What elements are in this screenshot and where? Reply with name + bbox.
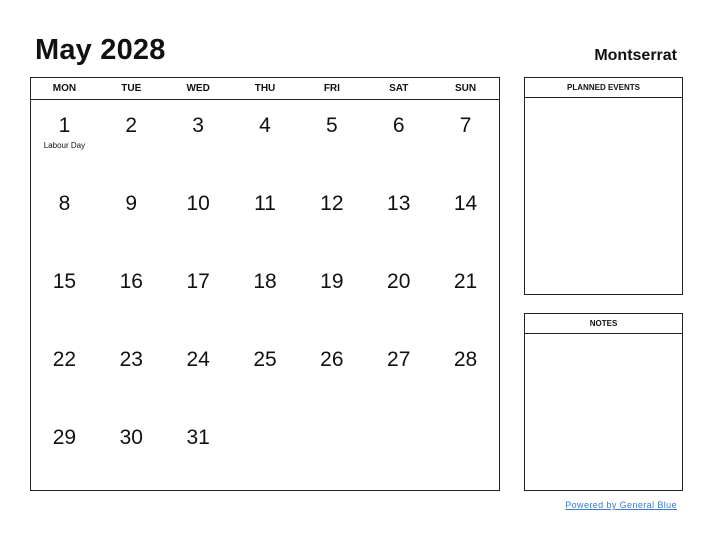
day-cell (165, 178, 232, 256)
calendar-grid (30, 77, 500, 491)
day-cell (432, 256, 499, 334)
day-cell (365, 100, 432, 178)
weekday-label-wed: WED (186, 83, 210, 94)
page-title: May 2028 (35, 34, 166, 66)
weekday-header-row (31, 78, 499, 100)
day-number: 4 (259, 114, 271, 137)
day-cell (298, 178, 365, 256)
day-number: 20 (387, 270, 411, 293)
day-cell (31, 178, 98, 256)
notes-panel (524, 313, 683, 491)
day-number: 5 (326, 114, 338, 137)
day-number: 27 (387, 348, 411, 371)
day-cell (232, 256, 299, 334)
day-cell (232, 412, 299, 490)
day-number: 11 (254, 192, 276, 215)
day-cell (232, 334, 299, 412)
weekday-label-mon: MON (52, 83, 77, 94)
day-cell (165, 412, 232, 490)
day-number: 19 (320, 270, 344, 293)
day-cell (31, 334, 98, 412)
day-cell (232, 100, 299, 178)
day-cell (365, 256, 432, 334)
day-number: 7 (459, 114, 472, 137)
weekday-label-fri: FRI (323, 83, 340, 94)
day-cell (165, 334, 232, 412)
day-number: 3 (192, 114, 204, 137)
powered-by-link[interactable]: Powered by General Blue (565, 500, 677, 510)
day-number: 17 (186, 270, 210, 293)
day-number: 21 (453, 270, 478, 293)
day-cell (365, 178, 432, 256)
day-cell (31, 100, 98, 178)
day-cell (98, 412, 165, 490)
day-number: 26 (320, 348, 344, 371)
day-cell (298, 334, 365, 412)
day-cell (98, 178, 165, 256)
weekday-label-thu: THU (254, 83, 276, 94)
day-cell (98, 334, 165, 412)
calendar-body (31, 100, 499, 490)
day-number (365, 412, 432, 426)
day-number (232, 412, 299, 426)
day-cell (298, 256, 365, 334)
day-number: 6 (392, 114, 405, 137)
day-number: 1 (58, 114, 71, 137)
weekday-label-tue: TUE (121, 83, 142, 94)
day-cell (432, 100, 499, 178)
day-number: 28 (453, 348, 478, 371)
day-cell (298, 100, 365, 178)
day-cell (165, 256, 232, 334)
day-number: 25 (253, 348, 277, 371)
day-number: 12 (320, 192, 344, 215)
day-cell (98, 100, 165, 178)
weekday-label-sat: SAT (389, 83, 409, 94)
day-cell (165, 100, 232, 178)
country-name: Montserrat (594, 47, 677, 64)
day-number: 16 (119, 270, 143, 293)
day-number (432, 412, 499, 426)
day-cell (298, 412, 365, 490)
weekday-label-sun: SUN (455, 83, 477, 94)
day-number: 13 (387, 192, 411, 215)
day-number: 14 (453, 192, 478, 215)
notes-title: NOTES (525, 314, 682, 334)
day-number: 18 (253, 270, 277, 293)
day-number: 29 (52, 426, 77, 449)
day-number: 8 (58, 192, 71, 215)
day-number: 30 (119, 426, 143, 449)
day-number: 9 (125, 192, 138, 215)
day-cell (365, 334, 432, 412)
day-number: 24 (186, 348, 210, 371)
planned-events-panel (524, 77, 683, 295)
day-number: 15 (52, 270, 77, 293)
day-number: 22 (52, 348, 77, 371)
day-cell (365, 412, 432, 490)
day-number (298, 412, 365, 426)
day-number: 10 (186, 192, 210, 215)
day-cell (98, 256, 165, 334)
day-number: 31 (186, 426, 210, 449)
day-number: 23 (119, 348, 143, 371)
day-cell (31, 412, 98, 490)
day-cell (432, 412, 499, 490)
day-number: 2 (125, 114, 138, 137)
day-cell (31, 256, 98, 334)
day-cell (432, 178, 499, 256)
planned-events-title: PLANNED EVENTS (525, 78, 682, 98)
day-cell (432, 334, 499, 412)
day-cell (232, 178, 299, 256)
holiday-label: Labour Day (43, 141, 86, 150)
